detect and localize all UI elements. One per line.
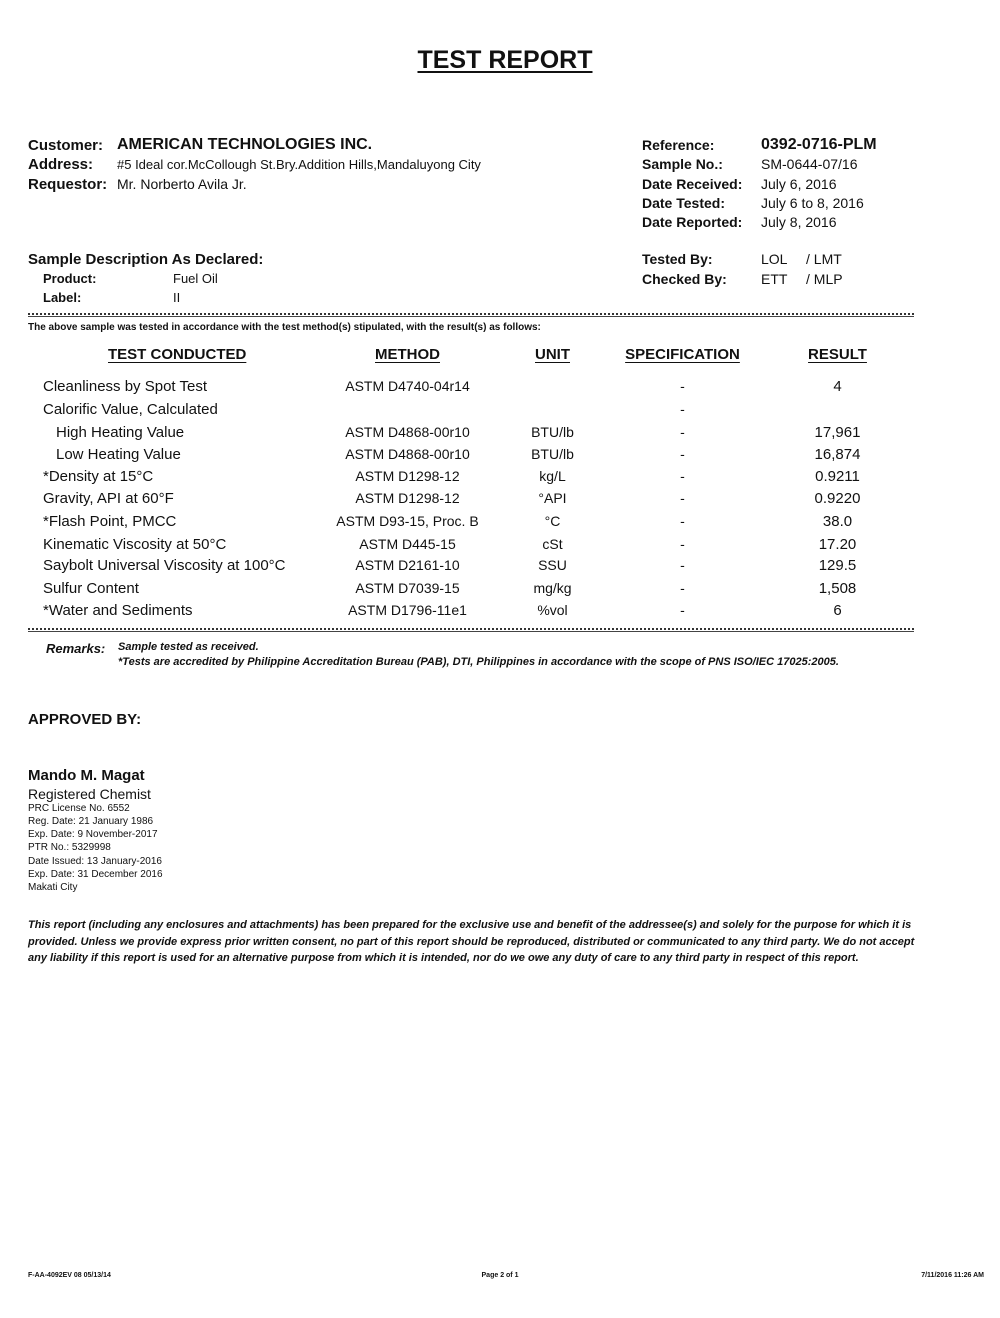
row-test: Gravity, API at 60°F bbox=[43, 490, 174, 507]
sample-no-label: Sample No.: bbox=[642, 156, 723, 172]
row-unit: kg/L bbox=[539, 468, 566, 484]
approver-detail: Makati City bbox=[28, 882, 78, 893]
row-method: ASTM D93-15, Proc. B bbox=[336, 513, 479, 529]
date-received-value: July 6, 2016 bbox=[761, 176, 837, 192]
header-test: TEST CONDUCTED bbox=[108, 346, 247, 363]
divider-bottom-solid bbox=[28, 631, 914, 632]
date-reported-value: July 8, 2016 bbox=[761, 214, 837, 230]
customer-label: Customer: bbox=[28, 137, 104, 154]
approver-detail: Exp. Date: 9 November-2017 bbox=[28, 829, 158, 840]
table-row bbox=[0, 602, 1000, 624]
row-result: 4 bbox=[833, 378, 842, 395]
address-value: #5 Ideal cor.McCollough St.Bry.Addition Hills,Mandaluyong City bbox=[117, 157, 481, 172]
row-method: ASTM D445-15 bbox=[359, 536, 456, 552]
row-method: ASTM D1298-12 bbox=[355, 468, 460, 484]
row-result: 129.5 bbox=[818, 557, 857, 574]
row-spec: - bbox=[680, 580, 685, 596]
tested-by-initials-1: LOL bbox=[761, 251, 788, 267]
date-tested-value: July 6 to 8, 2016 bbox=[761, 195, 864, 211]
date-received-label: Date Received: bbox=[642, 176, 743, 192]
row-unit: °C bbox=[544, 513, 561, 529]
customer-value: AMERICAN TECHNOLOGIES INC. bbox=[117, 136, 373, 153]
reference-label: Reference: bbox=[642, 137, 715, 153]
requestor-label: Requestor: bbox=[28, 176, 108, 193]
row-result: 1,508 bbox=[818, 580, 857, 597]
label-label: Label: bbox=[43, 290, 82, 305]
row-result: 0.9220 bbox=[814, 490, 861, 507]
footer-timestamp: 7/11/2016 11:26 AM bbox=[921, 1272, 984, 1279]
table-row bbox=[0, 536, 1000, 558]
row-spec: - bbox=[680, 446, 685, 462]
row-spec: - bbox=[680, 424, 685, 440]
row-unit: °API bbox=[538, 490, 567, 506]
row-method: ASTM D1298-12 bbox=[355, 490, 460, 506]
row-test: Saybolt Universal Viscosity at 100°C bbox=[43, 557, 286, 574]
row-method: ASTM D2161-10 bbox=[355, 557, 460, 573]
row-method: ASTM D7039-15 bbox=[355, 580, 460, 596]
remarks-label: Remarks: bbox=[46, 641, 106, 656]
approver-detail: Date Issued: 13 January-2016 bbox=[28, 856, 162, 867]
table-row bbox=[0, 378, 1000, 400]
row-test: Low Heating Value bbox=[56, 446, 181, 463]
row-test: *Flash Point, PMCC bbox=[43, 513, 177, 530]
row-result: 16,874 bbox=[814, 446, 861, 463]
remarks-line-1: Sample tested as received. bbox=[118, 641, 259, 653]
product-label: Product: bbox=[43, 271, 97, 286]
row-test: *Density at 15°C bbox=[43, 468, 154, 485]
disclaimer: This report (including any enclosures and attachments) has been prepared for the exclusive use and benefit of the addressee(s) and solely for the purpose for which it is provided. Unless we provide express prior written consent, no part of this report should be reproduced, distributed or communicated to any third party. We do not accept any liability if this report is used for an alternative purpose from which it is intended, nor do we owe any duty of care to any third party in respect of this report. bbox=[28, 919, 915, 964]
checked-by-initials-1: ETT bbox=[761, 271, 788, 287]
remarks-line-2: *Tests are accredited by Philippine Accreditation Bureau (PAB), DTI, Philippines in accordance with the scope of PNS ISO/IEC 17025:2005. bbox=[118, 656, 839, 668]
header-method: METHOD bbox=[375, 346, 440, 363]
divider-top bbox=[28, 313, 914, 315]
sample-heading: Sample Description As Declared: bbox=[28, 251, 264, 268]
row-unit: BTU/lb bbox=[531, 446, 574, 462]
row-test: Cleanliness by Spot Test bbox=[43, 378, 207, 395]
row-unit: %vol bbox=[537, 602, 568, 618]
label-value: II bbox=[173, 290, 181, 305]
row-result: 6 bbox=[833, 602, 842, 619]
row-spec: - bbox=[680, 536, 685, 552]
checked-by-label: Checked By: bbox=[642, 271, 727, 287]
date-reported-label: Date Reported: bbox=[642, 214, 743, 230]
header-unit: UNIT bbox=[535, 346, 570, 363]
row-spec: - bbox=[680, 401, 685, 417]
table-row bbox=[0, 490, 1000, 512]
footer-form-code: F-AA-4092EV 08 05/13/14 bbox=[28, 1272, 111, 1279]
row-result: 17,961 bbox=[814, 424, 861, 441]
row-spec: - bbox=[680, 557, 685, 573]
row-result: 0.9211 bbox=[815, 468, 860, 485]
row-method: ASTM D1796-11e1 bbox=[348, 602, 467, 618]
table-row bbox=[0, 557, 1000, 579]
divider-bottom bbox=[28, 628, 914, 630]
address-label: Address: bbox=[28, 156, 94, 173]
row-spec: - bbox=[680, 468, 685, 484]
approved-by-heading: APPROVED BY: bbox=[28, 711, 142, 728]
intro-text: The above sample was tested in accordance with the test method(s) stipulated, with the result(s) as follows: bbox=[28, 322, 541, 333]
row-test: Calorific Value, Calculated bbox=[43, 401, 218, 418]
table-row bbox=[0, 513, 1000, 535]
row-result: 38.0 bbox=[822, 513, 853, 530]
approver-name: Mando M. Magat bbox=[28, 767, 145, 784]
row-unit: cSt bbox=[542, 536, 563, 552]
table-row bbox=[0, 580, 1000, 602]
header-specification: SPECIFICATION bbox=[625, 346, 740, 363]
table-row bbox=[0, 446, 1000, 468]
row-method: ASTM D4868-00r10 bbox=[345, 424, 470, 440]
row-test: High Heating Value bbox=[56, 424, 185, 441]
row-test: *Water and Sediments bbox=[43, 602, 193, 619]
sample-no-value: SM-0644-07/16 bbox=[761, 156, 858, 172]
row-unit: mg/kg bbox=[533, 580, 572, 596]
row-result: 17.20 bbox=[818, 536, 857, 553]
row-spec: - bbox=[680, 490, 685, 506]
row-spec: - bbox=[680, 378, 685, 394]
footer-page-number: Page 2 of 1 bbox=[481, 1272, 519, 1279]
row-spec: - bbox=[680, 513, 685, 529]
row-method: ASTM D4868-00r10 bbox=[345, 446, 470, 462]
approver-detail: Exp. Date: 31 December 2016 bbox=[28, 869, 163, 880]
row-unit: SSU bbox=[538, 557, 567, 573]
report-title: TEST REPORT bbox=[417, 46, 593, 74]
row-test: Kinematic Viscosity at 50°C bbox=[43, 536, 227, 553]
table-row bbox=[0, 401, 1000, 423]
row-test: Sulfur Content bbox=[43, 580, 139, 597]
reference-value: 0392-0716-PLM bbox=[761, 136, 877, 153]
approver-detail: PTR No.: 5329998 bbox=[28, 842, 111, 853]
row-unit: BTU/lb bbox=[531, 424, 574, 440]
product-value: Fuel Oil bbox=[173, 271, 218, 286]
checked-by-initials-2: / MLP bbox=[806, 271, 843, 287]
table-row bbox=[0, 468, 1000, 490]
row-spec: - bbox=[680, 602, 685, 618]
tested-by-label: Tested By: bbox=[642, 251, 713, 267]
tested-by-initials-2: / LMT bbox=[806, 251, 842, 267]
requestor-value: Mr. Norberto Avila Jr. bbox=[117, 176, 247, 192]
table-row bbox=[0, 424, 1000, 446]
divider-top-solid bbox=[28, 316, 914, 317]
approver-detail: Reg. Date: 21 January 1986 bbox=[28, 816, 154, 827]
approver-title: Registered Chemist bbox=[28, 786, 151, 802]
date-tested-label: Date Tested: bbox=[642, 195, 725, 211]
approver-detail: PRC License No. 6552 bbox=[28, 803, 130, 814]
row-method: ASTM D4740-04r14 bbox=[345, 378, 470, 394]
header-result: RESULT bbox=[808, 346, 867, 363]
